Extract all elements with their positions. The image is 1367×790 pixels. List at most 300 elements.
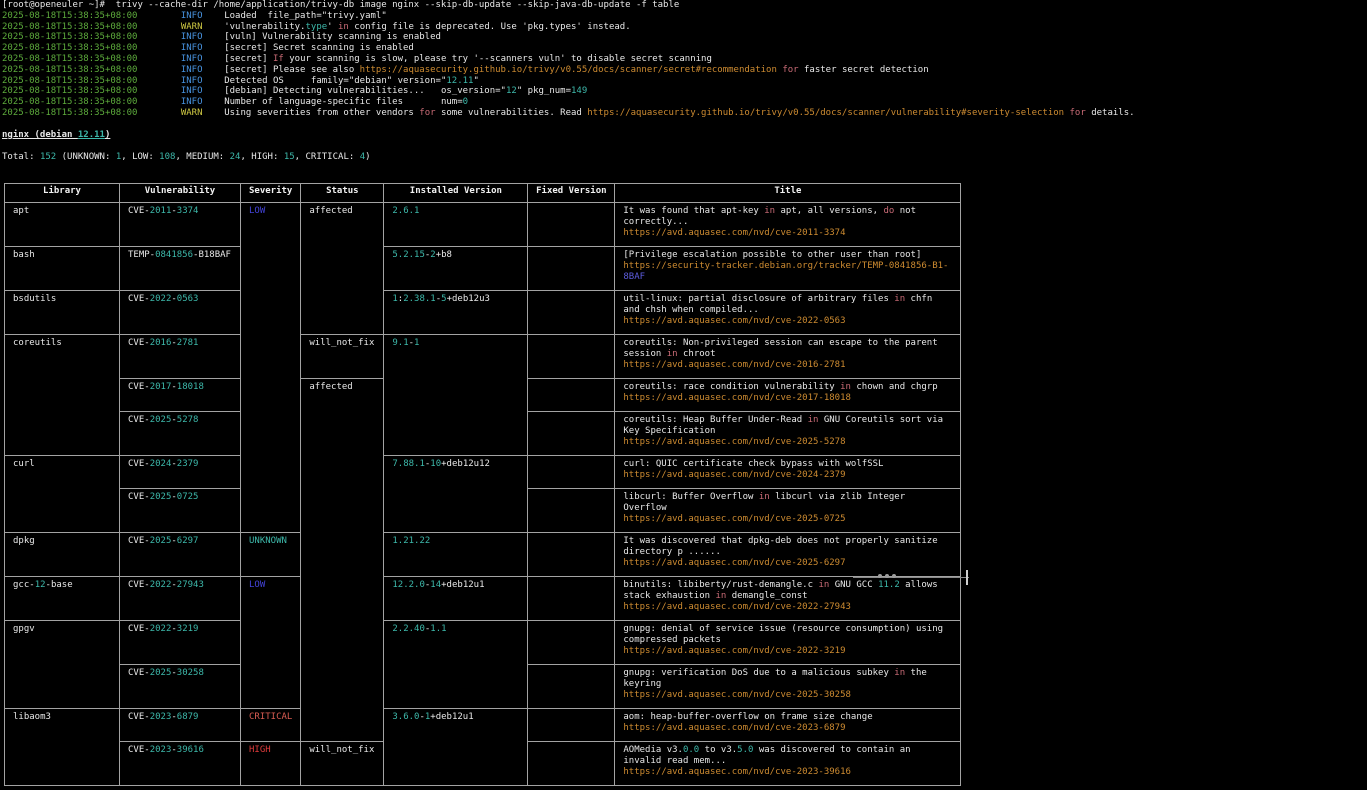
text-segment: - <box>408 338 415 348</box>
vulnerability-table <box>4 183 961 786</box>
text-segment: 2025-08-18T15:38:35+08:00 <box>2 64 138 75</box>
table-row <box>5 203 961 247</box>
text-segment: CVE- <box>128 492 150 502</box>
text-segment: ' <box>327 21 339 32</box>
cell-line <box>249 580 292 591</box>
text-segment <box>137 86 180 96</box>
cell-severity <box>241 533 301 577</box>
text-segment: INFO <box>180 32 203 43</box>
cell-fixed <box>528 456 615 489</box>
text-segment: 0 <box>462 97 469 108</box>
text-segment: was discovered to contain an <box>753 745 911 755</box>
cell-line <box>392 459 519 470</box>
cell-line <box>623 470 952 481</box>
text-segment: Loaded file_path="trivy.yaml" <box>224 10 387 21</box>
cell-fixed <box>528 709 615 742</box>
cell-vulnerability <box>120 489 241 533</box>
text-segment: 12.2.0 <box>392 580 425 590</box>
text-segment: for <box>1069 107 1086 118</box>
cell-vulnerability <box>120 291 241 335</box>
text-segment: [secret] <box>224 53 273 64</box>
text-segment <box>203 22 225 32</box>
cell-line <box>13 250 111 261</box>
cell-library <box>5 335 120 456</box>
text-segment: , HIGH: <box>240 152 284 162</box>
cell-vulnerability <box>120 247 241 291</box>
text-segment: in <box>764 206 776 216</box>
cell-line <box>623 690 952 701</box>
text-segment: affected <box>309 382 353 392</box>
text-segment: CVE- <box>128 459 150 469</box>
cell-library <box>5 621 120 709</box>
text-segment: 2022 <box>149 624 172 634</box>
cell-line <box>128 580 232 591</box>
text-segment: - <box>424 459 431 469</box>
text-segment: 2025-08-18T15:38:35+08:00 <box>2 75 138 86</box>
text-segment: 0.0 <box>682 745 700 755</box>
text-segment: 2023 <box>149 712 172 722</box>
text-segment: 152 <box>39 152 57 162</box>
text-segment: the <box>905 668 927 678</box>
log-line <box>2 108 1135 119</box>
cell-line <box>128 745 232 756</box>
url-link[interactable]: https://avd.aquasec.com/nvd/cve-2025-5278 <box>623 437 846 447</box>
cell-line <box>623 426 952 437</box>
text-segment: gcc- <box>13 580 35 590</box>
cell-vulnerability <box>120 621 241 665</box>
cell-line <box>623 206 952 217</box>
text-segment: in <box>894 294 906 304</box>
cell-vulnerability <box>120 709 241 742</box>
cell-title <box>615 742 961 786</box>
cell-line <box>249 712 292 723</box>
scrubber-handle[interactable] <box>966 570 968 585</box>
text-segment: 2379 <box>176 459 199 469</box>
url-link[interactable]: https://avd.aquasec.com/nvd/cve-2016-2781 <box>623 360 846 370</box>
text-segment: 2022 <box>149 580 172 590</box>
text-segment: 3374 <box>176 206 199 216</box>
url-link[interactable]: https://aquasecurity.github.io/trivy/v0.55/docs/scanner/secret#recommendation <box>359 64 777 75</box>
cell-line <box>128 712 232 723</box>
log-line <box>2 86 1135 97</box>
text-segment: 24 <box>229 152 241 162</box>
url-link[interactable]: https://avd.aquasec.com/nvd/cve-2023-39616 <box>623 767 851 777</box>
text-segment: CVE- <box>128 624 150 634</box>
url-link[interactable]: https://avd.aquasec.com/nvd/cve-2023-6879 <box>623 723 846 733</box>
text-segment: 'vulnerability. <box>224 21 306 32</box>
cell-line <box>623 745 952 756</box>
vulnerability-summary <box>2 152 371 163</box>
text-segment: 3219 <box>176 624 199 634</box>
cell-line <box>13 338 111 349</box>
text-segment: WARN <box>180 107 203 118</box>
text-segment: Using severities from other vendors <box>224 107 420 118</box>
text-segment: for <box>782 64 799 75</box>
cell-line <box>128 206 232 217</box>
cell-line <box>128 294 232 305</box>
text-segment: invalid read mem... <box>623 756 727 766</box>
cell-line <box>309 745 375 756</box>
cell-line <box>623 492 952 503</box>
url-link[interactable]: https://security-tracker.debian.org/tracker/TEMP-0841856-B1- <box>623 261 949 271</box>
cell-line <box>623 294 952 305</box>
text-segment: session <box>623 349 667 359</box>
text-segment <box>137 76 180 86</box>
text-segment: 7.88.1 <box>392 459 425 469</box>
text-segment: INFO <box>180 10 203 21</box>
cell-line <box>392 712 519 723</box>
text-segment: INFO <box>180 43 203 54</box>
text-segment: Total: <box>2 152 40 162</box>
cell-title <box>615 335 961 379</box>
text-segment: config file is deprecated. Use 'pkg.types' instead. <box>348 21 631 32</box>
text-segment: to v3. <box>699 745 738 755</box>
text-segment <box>203 76 225 86</box>
text-segment: 6297 <box>176 536 199 546</box>
text-segment: coreutils <box>13 338 62 348</box>
text-segment: 2025 <box>149 668 172 678</box>
text-segment: 14 <box>430 580 442 590</box>
text-segment: 5278 <box>176 415 199 425</box>
text-segment <box>137 22 180 32</box>
cell-title <box>615 247 961 291</box>
log-line <box>2 65 1135 76</box>
text-segment: , CRITICAL: <box>294 152 360 162</box>
cell-status <box>301 379 384 742</box>
cell-line <box>392 536 519 547</box>
text-segment: 4 <box>359 152 366 162</box>
scrubber-dot-icon <box>878 574 882 578</box>
column-header-vulnerability: Vulnerability <box>120 184 241 203</box>
cell-library <box>5 709 120 786</box>
text-segment: CVE- <box>128 206 150 216</box>
text-segment: 1.21.22 <box>392 536 431 546</box>
text-segment: CRITICAL <box>249 712 293 722</box>
text-segment: 5.0 <box>737 745 754 755</box>
cell-installed <box>384 709 528 786</box>
text-segment: - <box>171 294 177 304</box>
text-segment: 2781 <box>176 338 199 348</box>
text-segment: [secret] Secret scanning is enabled <box>224 43 414 54</box>
text-segment: demangle_const <box>726 591 808 601</box>
cell-library <box>5 203 120 247</box>
text-segment: in <box>758 492 770 502</box>
cell-line <box>128 459 232 470</box>
text-segment: 30258 <box>176 668 204 678</box>
cell-fixed <box>528 665 615 709</box>
table-row <box>5 291 961 335</box>
text-segment: gnupg: verification DoS due to a malicious subkey <box>623 668 895 678</box>
text-segment: -base <box>45 580 73 590</box>
cell-fixed <box>528 742 615 786</box>
text-segment: 5.2.15 <box>392 250 425 260</box>
cell-line <box>623 580 952 591</box>
cell-title <box>615 489 961 533</box>
url-link[interactable]: https://avd.aquasec.com/nvd/cve-2017-18018 <box>623 393 851 403</box>
text-segment: CVE- <box>128 338 150 348</box>
cell-line <box>623 558 952 569</box>
text-segment: Overflow <box>623 503 667 513</box>
text-segment: CVE- <box>128 294 150 304</box>
text-segment: 0563 <box>176 294 199 304</box>
cell-installed <box>384 621 528 709</box>
cell-line <box>13 536 111 547</box>
text-segment: libaom3 <box>13 712 51 722</box>
cell-title <box>615 709 961 742</box>
cell-status <box>301 742 384 786</box>
text-segment: coreutils: race condition vulnerability <box>623 382 841 392</box>
text-segment: in <box>666 349 678 359</box>
text-segment: 1.1 <box>430 624 447 634</box>
cell-line <box>13 206 111 217</box>
text-segment: - <box>435 294 442 304</box>
text-segment: [vuln] Vulnerability scanning is enabled <box>224 32 441 43</box>
cell-vulnerability <box>120 203 241 247</box>
cell-line <box>623 316 952 327</box>
url-link[interactable]: https://avd.aquasec.com/nvd/cve-2022-0563 <box>623 316 846 326</box>
url-link[interactable]: https://avd.aquasec.com/nvd/cve-2011-3374 <box>623 228 846 238</box>
text-segment: correctly... <box>623 217 689 227</box>
text-segment: 9.1 <box>392 338 409 348</box>
cell-installed <box>384 335 528 456</box>
text-segment: affected <box>309 206 353 216</box>
text-segment: 1 <box>424 712 431 722</box>
text-segment: [secret] Please see also <box>224 64 360 75</box>
text-segment: [root@openeuler ~]# trivy --cache-dir /home/application/trivy-db image nginx --skip-db-update --skip-java-db-update -f table <box>2 0 680 10</box>
text-segment: 2 <box>430 250 436 260</box>
cell-installed <box>384 247 528 291</box>
text-segment: INFO <box>180 97 203 108</box>
scan-target-heading <box>2 130 110 141</box>
cell-title <box>615 456 961 489</box>
log-line <box>2 22 1135 33</box>
cell-line <box>623 668 952 679</box>
url-link[interactable]: https://avd.aquasec.com/nvd/cve-2022-3219 <box>623 646 846 656</box>
column-header-installed-version: Installed Version <box>384 184 528 203</box>
text-segment: 1 <box>414 338 420 348</box>
text-segment: 108 <box>159 152 176 162</box>
cell-line <box>623 272 952 283</box>
text-segment: +deb12u1 <box>430 712 474 722</box>
url-link[interactable]: https://aquasecurity.github.io/trivy/v0.55/docs/scanner/vulnerability#severity-selection <box>587 107 1065 118</box>
text-segment: 8BAF <box>623 272 646 282</box>
text-segment: CVE- <box>128 580 150 590</box>
text-segment: INFO <box>180 86 203 97</box>
cell-title <box>615 203 961 247</box>
cell-line <box>623 415 952 426</box>
url-link[interactable]: https://avd.aquasec.com/nvd/cve-2025-6297 <box>623 558 846 568</box>
text-segment: CVE- <box>128 536 150 546</box>
text-segment: [debian] Detecting vulnerabilities... os_version=" <box>224 86 506 97</box>
scrubber-line <box>853 577 969 578</box>
text-segment: 11.2 <box>878 580 900 590</box>
text-segment: Key Specification <box>623 426 716 436</box>
log-line <box>2 54 1135 65</box>
cell-fixed <box>528 335 615 379</box>
cell-line <box>623 349 952 360</box>
text-segment: 12 <box>505 86 517 97</box>
cell-installed <box>384 577 528 621</box>
cell-line <box>249 536 292 547</box>
text-segment: dpkg <box>13 536 35 546</box>
text-segment: " <box>473 75 479 86</box>
cell-line <box>623 228 952 239</box>
terminal-log <box>2 0 1135 119</box>
cell-line <box>13 294 111 305</box>
log-line <box>2 97 1135 108</box>
cell-vulnerability <box>120 335 241 379</box>
text-segment: faster secret detection <box>798 64 929 75</box>
text-segment: compressed packets <box>623 635 721 645</box>
text-segment: directory p ...... <box>623 547 721 557</box>
text-segment: will_not_fix <box>309 745 375 755</box>
table-row <box>5 533 961 577</box>
cell-title <box>615 412 961 456</box>
text-segment: coreutils: Heap Buffer Under-Read <box>623 415 808 425</box>
text-segment: gnupg: denial of service issue (resource consumption) using <box>623 624 944 634</box>
text-segment: LOW <box>249 580 266 590</box>
table-row <box>5 335 961 379</box>
cell-installed <box>384 291 528 335</box>
cell-fixed <box>528 247 615 291</box>
text-segment: 1 <box>115 152 122 162</box>
cell-title <box>615 291 961 335</box>
text-segment: in <box>894 668 906 678</box>
cell-vulnerability <box>120 412 241 456</box>
cell-fixed <box>528 621 615 665</box>
text-segment: apt <box>13 206 30 216</box>
text-segment: your scanning is slow, please try '--scanners vuln' to disable secret scanning <box>283 53 712 64</box>
cell-line <box>128 668 232 679</box>
text-segment: : <box>397 294 404 304</box>
cell-line <box>623 393 952 404</box>
text-segment: stack exhaustion <box>623 591 716 601</box>
cell-line <box>392 206 519 217</box>
cell-line <box>623 503 952 514</box>
text-segment: - <box>171 712 177 722</box>
cell-line <box>13 624 111 635</box>
text-segment: 2016 <box>149 338 172 348</box>
text-segment: 2025-08-18T15:38:35+08:00 <box>2 107 138 118</box>
text-segment: 2.38.1 <box>403 294 436 304</box>
cell-title <box>615 577 961 621</box>
text-segment <box>203 86 225 96</box>
cell-vulnerability <box>120 665 241 709</box>
cell-line <box>623 712 952 723</box>
text-segment <box>203 97 225 107</box>
url-link[interactable]: https://avd.aquasec.com/nvd/cve-2025-0725 <box>623 514 846 524</box>
text-segment: , LOW: <box>121 152 160 162</box>
cell-line <box>623 679 952 690</box>
cell-line <box>392 624 519 635</box>
text-segment: INFO <box>180 75 203 86</box>
text-segment: +deb12u12 <box>441 459 490 469</box>
text-segment: CVE- <box>128 745 150 755</box>
url-link[interactable]: https://avd.aquasec.com/nvd/cve-2022-27943 <box>623 602 851 612</box>
text-segment: libcurl via zlib Integer <box>769 492 906 502</box>
text-segment: 0841856 <box>155 250 194 260</box>
text-segment: bash <box>13 250 35 260</box>
log-line <box>2 32 1135 43</box>
text-segment: - <box>171 459 177 469</box>
text-segment: - <box>171 338 177 348</box>
text-segment: 10 <box>430 459 442 469</box>
text-segment: TEMP- <box>128 250 156 260</box>
text-segment: 12.11 <box>446 75 474 86</box>
text-segment: , MEDIUM: <box>175 152 230 162</box>
text-segment: 2025-08-18T15:38:35+08:00 <box>2 32 138 43</box>
text-segment: bsdutils <box>13 294 57 304</box>
cell-line <box>623 547 952 558</box>
text-segment: INFO <box>180 53 203 64</box>
table-row <box>5 621 961 665</box>
cell-line <box>623 514 952 525</box>
cell-line <box>623 459 952 470</box>
text-segment: keyring <box>623 679 662 689</box>
column-header-title: Title <box>615 184 961 203</box>
cell-vulnerability <box>120 577 241 621</box>
text-segment: coreutils: Non-privileged session can escape to the parent <box>623 338 938 348</box>
text-segment: 2025-08-18T15:38:35+08:00 <box>2 21 138 32</box>
text-segment: CVE- <box>128 382 150 392</box>
text-segment: [Privilege escalation possible to other user than root] <box>623 250 922 260</box>
cell-line <box>623 646 952 657</box>
scrubber-dot-icon <box>892 574 896 578</box>
text-segment: It was discovered that dpkg-deb does not properly sanitize <box>623 536 938 546</box>
text-segment: type <box>305 21 328 32</box>
text-segment: - <box>171 745 177 755</box>
cell-fixed <box>528 203 615 247</box>
cell-title <box>615 379 961 412</box>
cell-severity <box>241 577 301 709</box>
cell-line <box>623 624 952 635</box>
cell-line <box>309 382 375 393</box>
text-segment: - <box>424 580 431 590</box>
text-segment: will_not_fix <box>309 338 375 348</box>
text-segment: - <box>171 580 177 590</box>
text-segment: 2025-08-18T15:38:35+08:00 <box>2 43 138 54</box>
cell-line <box>623 338 952 349</box>
text-segment <box>203 32 225 42</box>
text-segment: and chsh when compiled... <box>623 305 759 315</box>
text-segment: - <box>171 668 177 678</box>
cell-line <box>623 250 952 261</box>
cell-line <box>623 217 952 228</box>
table-row <box>5 456 961 489</box>
cell-installed <box>384 456 528 533</box>
text-segment: 2025-08-18T15:38:35+08:00 <box>2 10 138 21</box>
url-link[interactable]: https://avd.aquasec.com/nvd/cve-2024-2379 <box>623 470 846 480</box>
text-segment: - <box>424 624 431 634</box>
text-segment: 15 <box>283 152 295 162</box>
text-segment: chfn <box>905 294 933 304</box>
cell-vulnerability <box>120 456 241 489</box>
cell-line <box>623 756 952 767</box>
text-segment: 2017 <box>149 382 172 392</box>
text-segment: Detected OS family="debian" version=" <box>224 75 447 86</box>
cell-line <box>128 382 232 393</box>
cell-line <box>128 415 232 426</box>
text-segment: 2023 <box>149 745 172 755</box>
text-segment: 2025 <box>149 415 172 425</box>
text-segment: nginx (debian <box>2 130 78 140</box>
text-segment: Number of language-specific files num= <box>224 97 463 108</box>
url-link[interactable]: https://avd.aquasec.com/nvd/cve-2025-30258 <box>623 690 851 700</box>
text-segment: libcurl: Buffer Overflow <box>623 492 759 502</box>
cell-title <box>615 665 961 709</box>
text-segment <box>203 108 225 118</box>
text-segment: - <box>171 206 177 216</box>
